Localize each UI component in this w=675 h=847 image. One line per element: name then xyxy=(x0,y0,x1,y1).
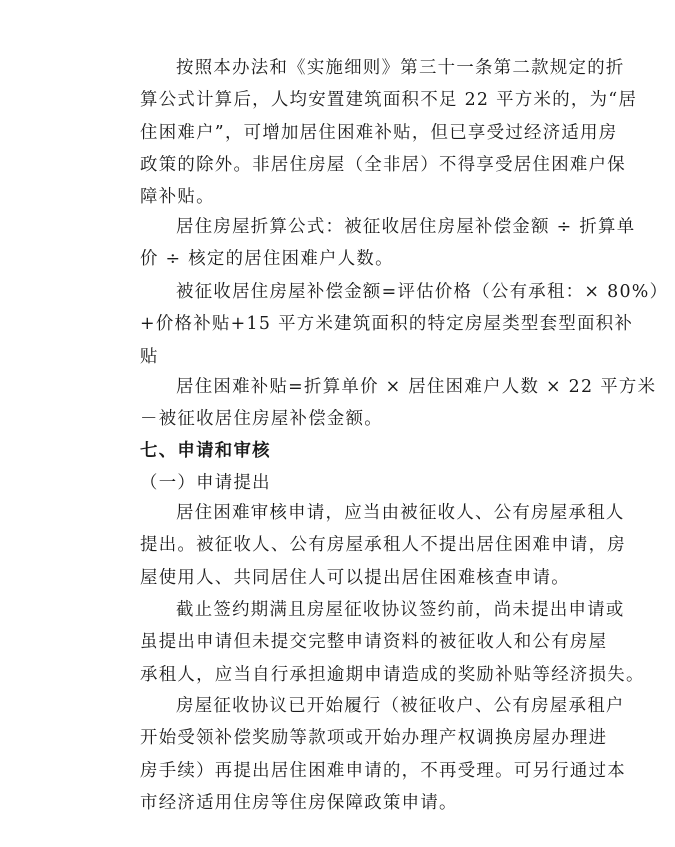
paragraph-compensation-amount xyxy=(104,276,669,373)
paragraph-deadline xyxy=(104,594,645,691)
text-line: +价格补贴+15 平方米建筑面积的特定房屋类型套型面积补 xyxy=(140,314,634,335)
paragraph-housing-difficulty xyxy=(104,52,638,213)
text-line: 障补贴。 xyxy=(140,187,215,208)
text-line: 按照本办法和《实施细则》第三十一条第二款规定的折 xyxy=(176,58,625,78)
text-line: 居住困难补贴=折算单价 × 居住困难户人数 × 22 平方米 xyxy=(176,377,657,397)
text-line: 被征收居住房屋补偿金额=评估价格（公有承租：× 80%） xyxy=(176,282,669,302)
subsection-heading: （一）申请提出 xyxy=(140,473,271,493)
text-line: 开始受领补偿奖励等款项或开始办理产权调换房屋办理进 xyxy=(140,728,608,749)
text-line: 承租人，应当自行承担逾期申请造成的奖励补贴等经济损失。 xyxy=(140,664,645,685)
text-line: 算公式计算后，人均安置建筑面积不足 22 平方米的，为“居 xyxy=(140,90,638,111)
text-line: 房手续）再提出居住困难申请的，不再受理。可另行通过本 xyxy=(140,760,626,781)
text-line: 居住房屋折算公式：被征收居住房屋补偿金额 ÷ 折算单 xyxy=(176,217,636,237)
text-line: 提出。被征收人、公有房屋承租人不提出居住困难申请，房 xyxy=(140,535,626,556)
document-page xyxy=(104,0,669,847)
text-line: 房屋征收协议已开始履行（被征收户、公有房屋承租户 xyxy=(176,696,625,716)
section-heading: 七、申请和审核 xyxy=(140,441,271,461)
text-line: 截止签约期满且房屋征收协议签约前，尚未提出申请或 xyxy=(176,600,625,620)
text-line: 市经济适用住房等住房保障政策申请。 xyxy=(140,792,458,813)
paragraph-difficulty-subsidy xyxy=(104,371,657,436)
paragraph-application-subject xyxy=(104,497,626,594)
text-line: 虽提出申请但未提交完整申请资料的被征收人和公有房屋 xyxy=(140,632,608,653)
paragraph-no-longer-accepted xyxy=(104,690,626,819)
text-line: 屋使用人、共同居住人可以提出居住困难核查申请。 xyxy=(140,567,570,588)
text-line: －被征收居住房屋补偿金额。 xyxy=(140,409,383,430)
text-line: 贴 xyxy=(140,346,159,367)
text-line: 住困难户”，可增加居住困难补贴，但已享受过经济适用房 xyxy=(140,122,618,143)
text-line: 价 ÷ 核定的居住困难户人数。 xyxy=(140,249,394,270)
paragraph-conversion-formula xyxy=(104,211,636,276)
text-line: 政策的除外。非居住房屋（全非居）不得享受居住困难户保 xyxy=(140,154,626,175)
text-line: 居住困难审核申请，应当由被征收人、公有房屋承租人 xyxy=(176,503,625,523)
